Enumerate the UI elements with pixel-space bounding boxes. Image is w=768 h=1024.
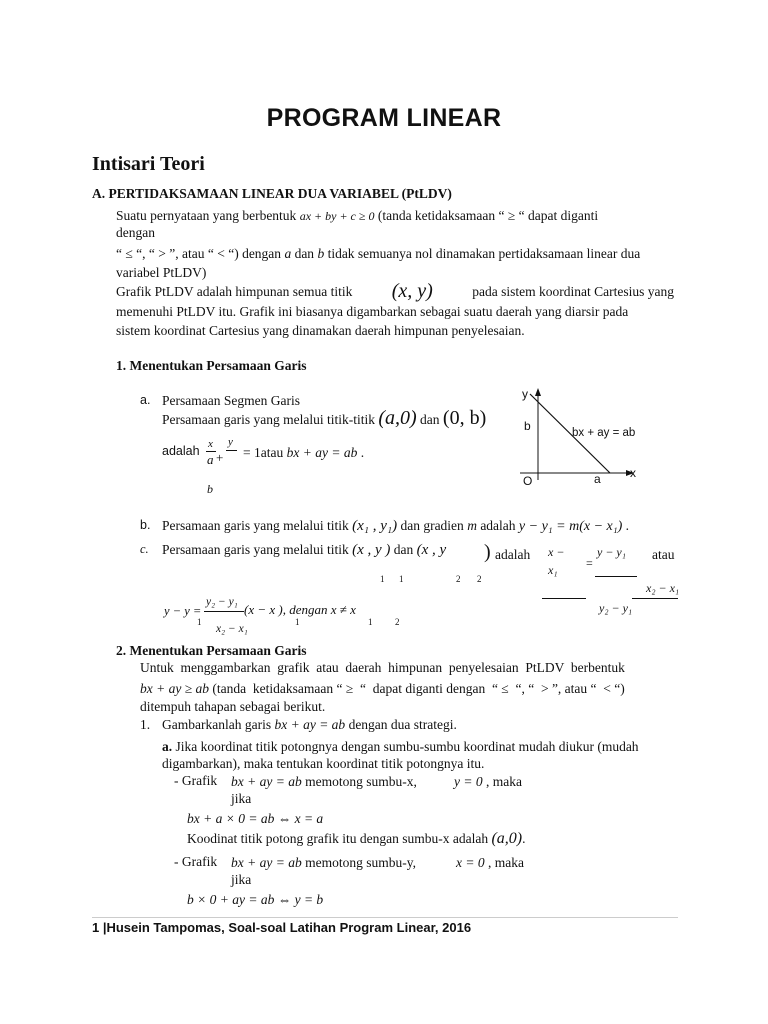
c-eq-num: y₂ − y₁ xyxy=(206,596,238,608)
text: Suatu pernyataan yang berbentuk xyxy=(116,208,297,223)
math-point: (0, b) xyxy=(442,407,487,429)
math-eq: y − y₁ = m(x − x₁) xyxy=(518,519,623,534)
math-eq: bx + ay = ab xyxy=(231,855,302,870)
step1-line xyxy=(162,715,457,734)
math-a: a xyxy=(284,246,292,261)
frac-part: x₂ − x₁ xyxy=(646,581,680,595)
frac-a: a xyxy=(207,452,214,467)
sub1-a-label: a. xyxy=(140,393,151,407)
g2-label: - Grafik xyxy=(174,854,218,869)
text: , maka xyxy=(485,774,522,789)
subscript: 1 xyxy=(399,574,404,584)
text: memotong sumbu-y, xyxy=(305,855,416,870)
text: (tanda ketidaksamaan “ ≥ “ dapat diganti dengan “ ≤ “, “ > ”, atau “ < “) xyxy=(212,681,625,696)
math-m: m xyxy=(467,518,477,533)
frac-bar xyxy=(542,598,586,599)
sub1-c-label: c. xyxy=(140,542,149,556)
text: , maka xyxy=(487,855,524,870)
subscript: 1 xyxy=(380,574,385,584)
sub1-a-line1 xyxy=(162,409,486,429)
text: Gambarkanlah garis xyxy=(162,717,272,732)
text: dan gradien xyxy=(400,518,464,533)
math-eq: bx + ay = ab xyxy=(274,717,346,732)
graph-y-label: y xyxy=(522,387,528,401)
subscript: 1 xyxy=(295,617,300,627)
g1-result xyxy=(187,829,525,848)
g2-cond xyxy=(456,853,524,872)
graph-a-label: a xyxy=(594,472,601,486)
text: Persamaan garis yang melalui titik xyxy=(162,542,349,557)
c-atau: atau xyxy=(652,547,675,562)
frac-part: x₁ xyxy=(548,563,558,577)
sub1-b-label: b. xyxy=(140,518,151,532)
frac-bar xyxy=(226,450,237,451)
y-arrow-icon xyxy=(535,388,541,396)
sub1-a-eq xyxy=(243,443,364,462)
frac-part: y − y₁ xyxy=(597,545,626,559)
subscript: 2 xyxy=(477,574,482,584)
text: “ ≤ “, “ > ”, atau “ < “) dengan xyxy=(116,246,282,261)
text: dengan dua strategi. xyxy=(348,717,457,732)
text: dan xyxy=(420,412,440,427)
sub2-heading: 2. Menentukan Persamaan Garis xyxy=(116,643,307,658)
text: (tanda ketidaksamaan “ ≥ “ dapat diganti xyxy=(377,208,599,223)
text: . xyxy=(625,518,630,533)
sub1-b-line xyxy=(162,516,629,536)
frac-bar xyxy=(632,598,678,599)
math-point: (a,0) xyxy=(378,407,417,429)
text: Persamaan garis yang melalui titik xyxy=(162,518,349,533)
c-eq-den: x₂ − x₁ xyxy=(216,623,248,635)
frac-bar xyxy=(204,611,244,612)
c-adalah: adalah xyxy=(495,547,531,562)
text: dan xyxy=(294,246,315,261)
section-a-line4 xyxy=(116,282,674,301)
g2-line xyxy=(231,853,416,872)
step1-num: 1. xyxy=(140,717,151,732)
math-eq: bx + ay = ab xyxy=(286,445,358,460)
graph-x-label: x xyxy=(630,466,636,480)
math-point: (x , y ) xyxy=(352,542,391,558)
subscript: 2 xyxy=(395,617,400,627)
section-a-heading: A. PERTIDAKSAMAAN LINEAR DUA VARIABEL (PtLDV) xyxy=(92,186,452,201)
math-cond: y = 0 xyxy=(454,774,483,789)
text: tidak semuanya nol dinamakan pertidaksamaan linear dua xyxy=(327,246,641,261)
frac-eq: = xyxy=(586,556,593,570)
footer: 1 |Husein Tampomas, Soal-soal Latihan Program Linear, 2016 xyxy=(92,920,472,935)
text: = 1atau xyxy=(243,445,284,460)
section-a-line1b: dengan xyxy=(116,225,155,240)
frac-y: y xyxy=(228,436,233,448)
math-b: b xyxy=(317,246,325,261)
subscript: 1 xyxy=(368,617,373,627)
sub1-heading: 1. Menentukan Persamaan Garis xyxy=(116,358,307,373)
section-a-line2 xyxy=(116,244,640,263)
math-eq: bx + ay = ab xyxy=(231,774,302,789)
frac-bar xyxy=(595,576,637,577)
sub2-p2 xyxy=(140,679,625,698)
text: Untuk menggambarkan grafik atau daerah himpunan penyelesaian PtLDV berbentuk xyxy=(140,660,625,675)
paren-close: ) xyxy=(484,541,491,563)
g1-line xyxy=(231,772,417,791)
text: Grafik PtLDV adalah himpunan semua titik xyxy=(116,284,353,299)
sub1-a-title: Persamaan Segmen Garis xyxy=(162,393,300,408)
graph-line-label: bx + ay = ab xyxy=(572,427,636,439)
label: a. xyxy=(162,739,173,754)
graph-b-label: b xyxy=(524,419,531,433)
text: pada sistem koordinat Cartesius yang xyxy=(472,284,674,299)
subscript: 2 xyxy=(456,574,461,584)
text: Persamaan garis yang melalui titik-titik xyxy=(162,412,375,427)
section-heading: Intisari Teori xyxy=(92,153,205,175)
section-a-line3: variabel PtLDV) xyxy=(116,265,207,280)
g1-cond xyxy=(454,772,522,791)
g2-eq: b × 0 + ay = ab ⇔ y = b xyxy=(187,892,324,907)
text: Koodinat titik potong grafik itu dengan sumbu-x adalah xyxy=(187,831,489,846)
section-a-line5: memenuhi PtLDV itu. Grafik ini biasanya digambarkan sebagai suatu daerah yang diarsir pada xyxy=(116,304,629,319)
text: . xyxy=(522,831,526,846)
text: memotong sumbu-x, xyxy=(305,774,417,789)
frac-part: y₂ − y₁ xyxy=(599,601,633,615)
graph-o-label: O xyxy=(523,474,533,488)
math-cond: x = 0 xyxy=(456,855,485,870)
sub1-a-adalah: adalah xyxy=(162,444,200,458)
frac-bar xyxy=(206,451,216,452)
math-inequality: ax + by + c ≥ 0 xyxy=(299,209,375,223)
g1-eq: bx + a × 0 = ab ⇔ x = a xyxy=(187,811,324,826)
frac-x: x xyxy=(208,438,213,450)
page-title: PROGRAM LINEAR xyxy=(266,104,502,132)
math-inequality: bx + ay ≥ ab xyxy=(140,681,210,696)
g1-label: - Grafik xyxy=(174,773,218,788)
math-point: (a,0) xyxy=(491,830,523,847)
sub2-p3: ditempuh tahapan sebagai berikut. xyxy=(140,699,326,714)
strategy-a-line2: digambarkan), maka tentukan koordinat titik potongnya itu. xyxy=(162,756,485,771)
section-a-line6: sistem koordinat Cartesius yang dinamakan daerah himpunan penyelesaian. xyxy=(116,323,525,338)
c-eq-rhs: (x − x ), dengan x ≠ x xyxy=(244,602,356,617)
plus: + xyxy=(216,450,224,465)
math-point: (x, y) xyxy=(391,280,433,302)
section-a-line1 xyxy=(116,206,598,226)
math-point: (x₁ , y₁) xyxy=(352,518,398,534)
sub2-p1 xyxy=(140,658,674,677)
math-point: (x , y xyxy=(416,542,447,558)
c-eq-lhs: y − y = xyxy=(164,604,202,618)
footer-divider xyxy=(92,917,678,918)
g1-jika: jika xyxy=(231,791,252,806)
g2-jika: jika xyxy=(231,872,252,887)
subscript: 1 xyxy=(197,617,202,627)
text: dan xyxy=(393,542,414,557)
sub1-c-line xyxy=(162,540,446,560)
text: Jika koordinat titik potongnya dengan sumbu-sumbu koordinat mudah diukur (mudah xyxy=(175,739,639,754)
frac-b: b xyxy=(207,482,213,496)
frac-part: x − xyxy=(548,545,565,559)
text: adalah xyxy=(480,518,516,533)
text: . xyxy=(360,445,365,460)
